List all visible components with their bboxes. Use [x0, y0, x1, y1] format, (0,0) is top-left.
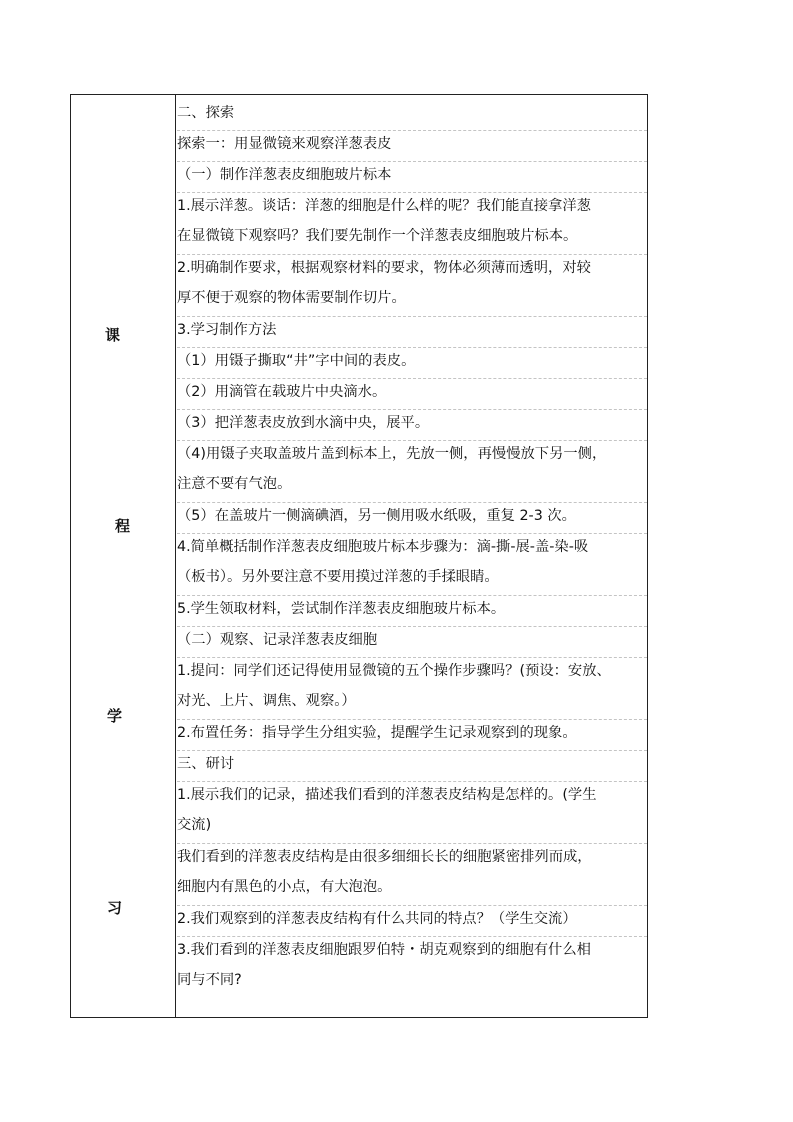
- row-separator: [177, 502, 647, 503]
- side-label-char: 学: [107, 707, 123, 725]
- row-separator: [177, 781, 647, 782]
- paragraph-line: 交流): [177, 817, 212, 833]
- paragraph-line: 探索一：用显微镜来观察洋葱表皮: [177, 136, 392, 152]
- row-separator: [177, 347, 647, 348]
- row-separator: [177, 378, 647, 379]
- paragraph-line: （1）用镊子撕取“井”字中间的表皮。: [177, 353, 416, 369]
- paragraph-line: 厚不便于观察的物体需要制作切片。: [177, 290, 406, 306]
- row-separator: [177, 130, 647, 131]
- row-separator: [177, 533, 647, 534]
- paragraph-line: 1.展示洋葱。谈话：洋葱的细胞是什么样的呢？我们能直接拿洋葱: [177, 198, 591, 214]
- paragraph-line: 2.我们观察到的洋葱表皮结构有什么共同的特点？（学生交流）: [177, 911, 577, 927]
- row-separator: [177, 843, 647, 844]
- paragraph-line: 1.展示我们的记录，描述我们看到的洋葱表皮结构是怎样的。(学生: [177, 787, 597, 803]
- paragraph-line: 1.提问：同学们还记得使用显微镜的五个操作步骤吗？(预设：安放、: [177, 663, 611, 679]
- paragraph-line: （板书）。另外要注意不要用摸过洋葱的手揉眼睛。: [177, 569, 499, 585]
- lesson-table: [70, 94, 648, 1018]
- paragraph-line: 3.学习制作方法: [177, 322, 277, 338]
- row-separator: [177, 440, 647, 441]
- row-separator: [177, 750, 647, 751]
- paragraph-line: （二）观察、记录洋葱表皮细胞: [177, 632, 378, 648]
- paragraph-line: （5）在盖玻片一侧滴碘酒，另一侧用吸水纸吸，重复 2-3 次。: [177, 508, 576, 524]
- row-separator: [177, 254, 647, 255]
- paragraph-line: （3）把洋葱表皮放到水滴中央，展平。: [177, 415, 430, 431]
- row-separator: [177, 409, 647, 410]
- row-separator: [177, 626, 647, 627]
- paragraph-line: （2）用滴管在载玻片中央滴水。: [177, 384, 387, 400]
- row-separator: [177, 657, 647, 658]
- row-separator: [177, 192, 647, 193]
- paragraph-line: （一）制作洋葱表皮细胞玻片标本: [177, 167, 392, 183]
- side-label-char: 习: [107, 899, 123, 917]
- row-separator: [177, 719, 647, 720]
- paragraph-line: （4)用镊子夹取盖玻片盖到标本上，先放一侧，再慢慢放下另一侧，: [177, 446, 607, 462]
- paragraph-line: 2.布置任务：指导学生分组实验，提醒学生记录观察到的现象。: [177, 725, 577, 741]
- paragraph-line: 二、探索: [177, 105, 235, 121]
- side-label-char: 程: [115, 517, 131, 535]
- paragraph-line: 三、研讨: [177, 756, 235, 772]
- paragraph-line: 细胞内有黑色的小点，有大泡泡。: [177, 879, 392, 895]
- paragraph-line: 4.简单概括制作洋葱表皮细胞玻片标本步骤为：滴-撕-展-盖-染-吸: [177, 539, 589, 555]
- paragraph-line: 我们看到的洋葱表皮结构是由很多细细长长的细胞紧密排列而成，: [177, 849, 592, 865]
- row-separator: [177, 936, 647, 937]
- row-separator: [177, 316, 647, 317]
- paragraph-line: 同与不同?: [177, 972, 242, 988]
- row-separator: [177, 595, 647, 596]
- paragraph-line: 在显微镜下观察吗？我们要先制作一个洋葱表皮细胞玻片标本。: [177, 228, 578, 244]
- paragraph-line: 3.我们看到的洋葱表皮细胞跟罗伯特・胡克观察到的细胞有什么相: [177, 942, 591, 958]
- column-divider: [175, 95, 176, 1017]
- row-separator: [177, 161, 647, 162]
- paragraph-line: 2.明确制作要求，根据观察材料的要求，物体必须薄而透明，对较: [177, 260, 591, 276]
- paragraph-line: 对光、上片、调焦、观察。）: [177, 693, 356, 709]
- paragraph-line: 5.学生领取材料，尝试制作洋葱表皮细胞玻片标本。: [177, 601, 506, 617]
- row-separator: [177, 905, 647, 906]
- paragraph-line: 注意不要有气泡。: [177, 476, 292, 492]
- side-label-char: 课: [105, 326, 121, 344]
